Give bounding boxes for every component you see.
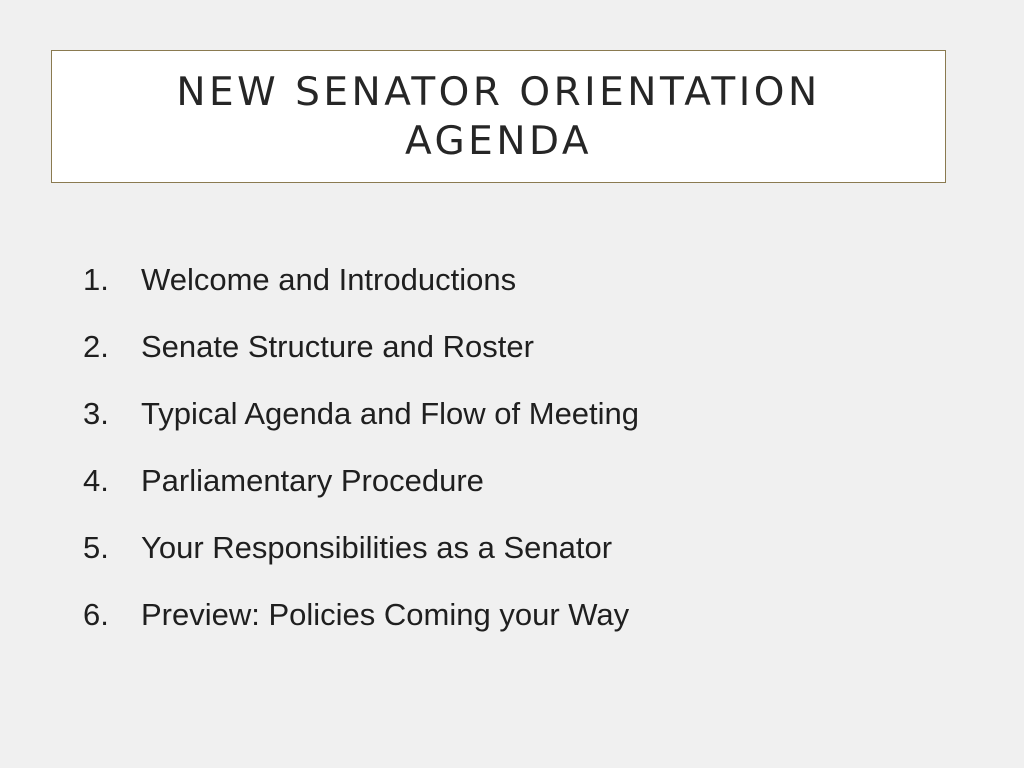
agenda-item <box>83 313 639 380</box>
agenda-item-text: Preview: Policies Coming your Way <box>141 596 630 632</box>
agenda-item-number: 5. <box>83 529 109 565</box>
agenda-item-text: Parliamentary Procedure <box>141 462 484 498</box>
agenda-item-number: 3. <box>83 395 109 431</box>
agenda-item-number: 2. <box>83 328 109 364</box>
agenda-item <box>83 246 639 313</box>
agenda-item-text: Senate Structure and Roster <box>141 328 534 364</box>
agenda-item-number: 6. <box>83 596 109 632</box>
agenda-item-text: Your Responsibilities as a Senator <box>141 529 613 565</box>
agenda-item-number: 4. <box>83 462 109 498</box>
title-box <box>51 50 946 183</box>
agenda-item <box>83 447 639 514</box>
agenda-item <box>83 514 639 581</box>
agenda-item-text: Typical Agenda and Flow of Meeting <box>141 395 640 431</box>
agenda-item <box>83 581 639 648</box>
agenda-list <box>83 246 639 648</box>
agenda-item-text: Welcome and Introductions <box>141 261 517 297</box>
agenda-item <box>83 380 639 447</box>
slide-title: NEW SENATOR ORIENTATION AGENDA <box>176 69 821 164</box>
agenda-item-number: 1. <box>83 261 109 297</box>
